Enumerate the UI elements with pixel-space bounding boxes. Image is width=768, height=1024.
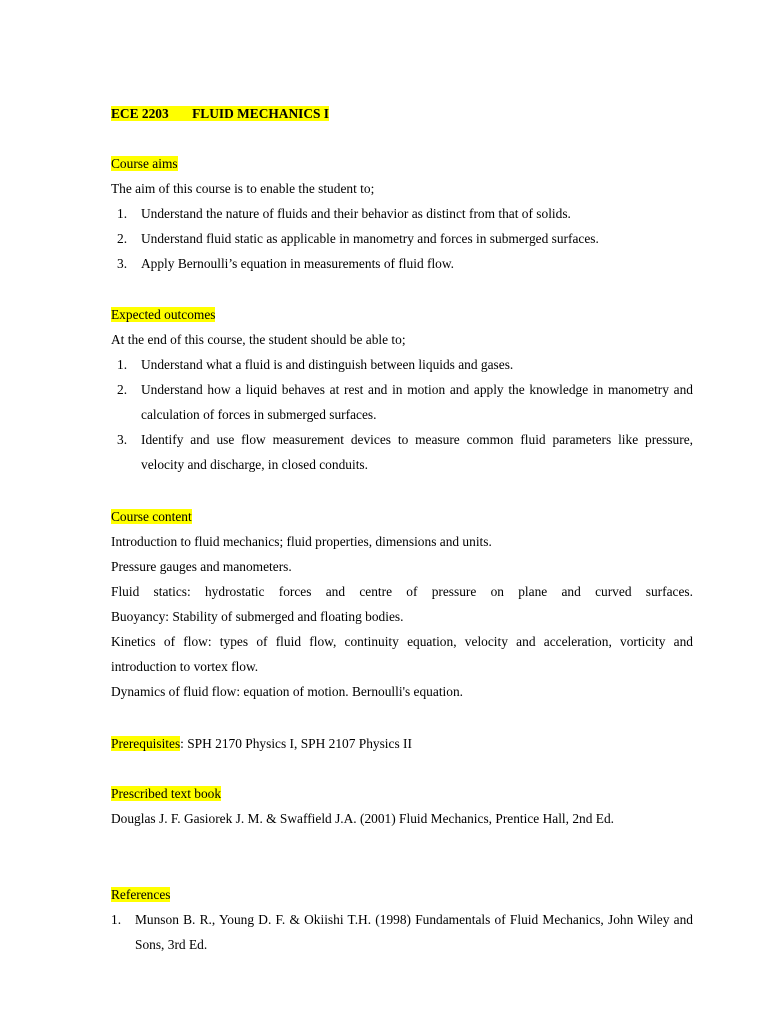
content-line: Buoyancy: Stability of submerged and floating bodies. xyxy=(111,609,404,624)
list-item: 2. Understand fluid static as applicable in manometry and forces in submerged surfaces. xyxy=(117,231,599,246)
prerequisites-section xyxy=(111,731,693,756)
expected-outcomes-list xyxy=(111,352,693,477)
course-title: FLUID MECHANICS I xyxy=(192,106,330,121)
references-section xyxy=(111,882,693,957)
list-item: 1. Understand what a fluid is and distinguish between liquids and gases. xyxy=(117,357,514,372)
content-line: Introduction to fluid mechanics; fluid properties, dimensions and units. xyxy=(111,534,492,549)
course-aims-list xyxy=(111,201,693,276)
course-title-line xyxy=(111,101,329,126)
expected-outcomes-section xyxy=(111,302,693,477)
list-item: 3. Apply Bernoulli’s equation in measurements of fluid flow. xyxy=(117,256,455,271)
course-aims-section xyxy=(111,151,693,276)
references-list xyxy=(111,907,693,957)
textbook-section xyxy=(111,781,693,831)
prerequisites-heading: Prerequisites xyxy=(111,736,181,751)
content-line: Dynamics of fluid flow: equation of motion. Bernoulli's equation. xyxy=(111,684,464,699)
list-item: 3. Identify and use flow measurement devices to measure common fluid parameters like pressure, velocity and discharge, in closed conduits. xyxy=(117,432,693,472)
course-aims-heading: Course aims xyxy=(111,156,178,171)
expected-outcomes-heading: Expected outcomes xyxy=(111,307,216,322)
content-line: Fluid statics: hydrostatic forces and centre of pressure on plane and curved surfaces. xyxy=(111,584,693,599)
course-content-heading: Course content xyxy=(111,509,192,524)
list-item: 2. Understand how a liquid behaves at rest and in motion and apply the knowledge in manometry and calculation of forces in submerged surfaces. xyxy=(117,382,693,422)
textbook-heading: Prescribed text book xyxy=(111,786,222,801)
course-code: ECE 2203 xyxy=(111,106,169,121)
references-heading: References xyxy=(111,887,171,902)
course-content-section xyxy=(111,504,693,704)
course-aims-intro: The aim of this course is to enable the student to; xyxy=(111,181,375,196)
expected-outcomes-intro: At the end of this course, the student should be able to; xyxy=(111,332,406,347)
textbook-text: Douglas J. F. Gasiorek J. M. & Swaffield J.A. (2001) Fluid Mechanics, Prentice Hall, 2nd Ed. xyxy=(111,811,614,826)
content-line: Kinetics of flow: types of fluid flow, continuity equation, velocity and acceleration, vorticity and introduction to vortex flow. xyxy=(111,634,693,674)
list-item: 1. Munson B. R., Young D. F. & Okiishi T.H. (1998) Fundamentals of Fluid Mechanics, John Wiley and Sons, 3rd Ed. xyxy=(111,912,693,952)
content-line: Pressure gauges and manometers. xyxy=(111,559,292,574)
prerequisites-text: : SPH 2170 Physics I, SPH 2107 Physics II xyxy=(180,736,412,751)
list-item: 1. Understand the nature of fluids and their behavior as distinct from that of solids. xyxy=(117,206,571,221)
